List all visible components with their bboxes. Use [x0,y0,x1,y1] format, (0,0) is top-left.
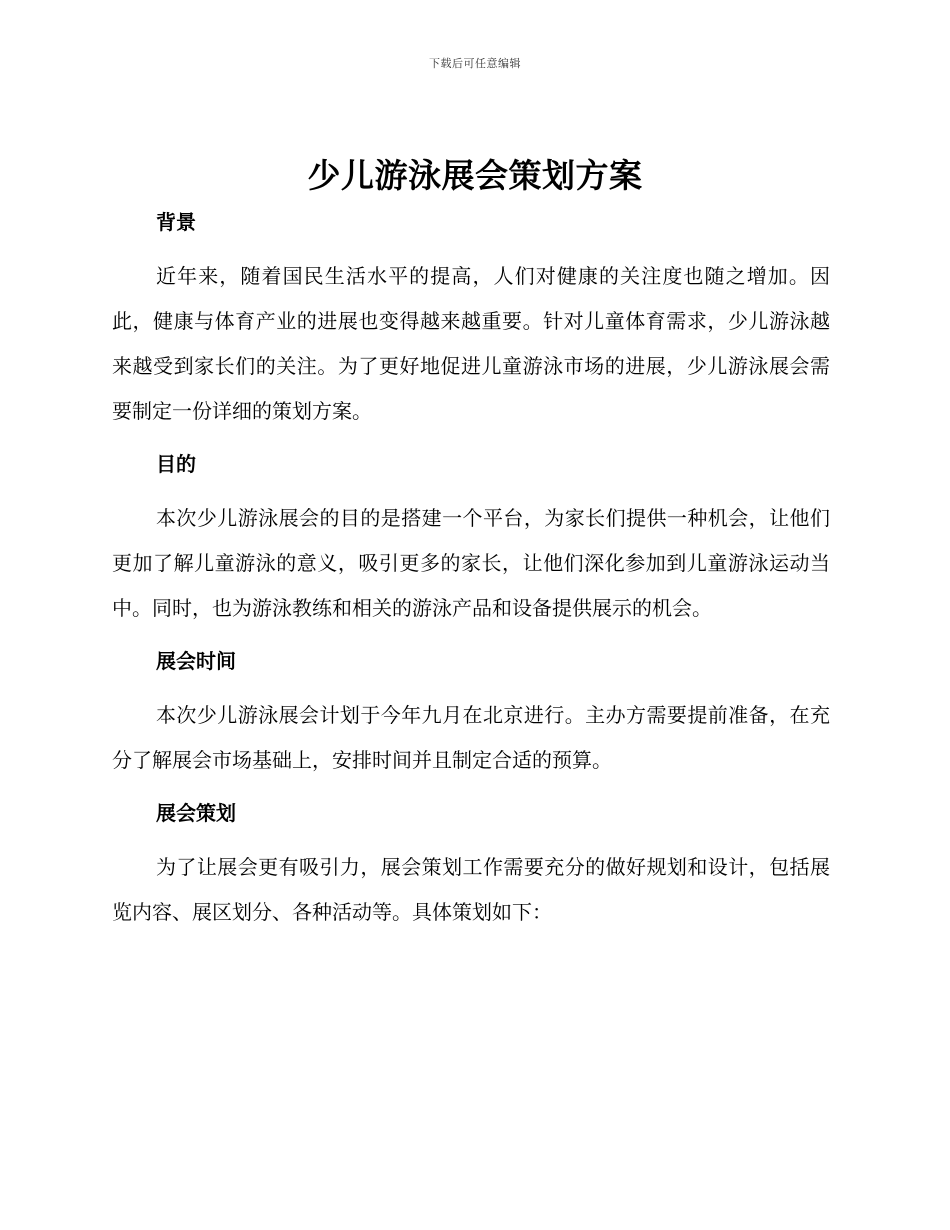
section-heading: 展会策划 [156,801,236,825]
section-paragraph: 近年来，随着国民生活水平的提高，人们对健康的关注度也随之增加。因此，健康与体育产业的进展也变得越来越重要。针对儿童体育需求，少儿游泳越来越受到家长们的关注。为了更好地促进儿童游泳市场的进展，少儿游泳展会需要制定一份详细的策划方案。 [112,264,830,423]
document-body [112,202,830,935]
section-exhibition-time [112,641,830,783]
section-heading: 背景 [156,210,196,234]
section-heading: 目的 [156,452,196,476]
section-exhibition-planning [112,793,830,935]
section-purpose [112,444,830,631]
section-paragraph: 本次少儿游泳展会计划于今年九月在北京进行。主办方需要提前准备，在充分了解展会市场基础上，安排时间并且制定合适的预算。 [112,703,830,772]
header-note: 下载后可任意编辑 [429,57,521,70]
section-paragraph: 为了让展会更有吸引力，展会策划工作需要充分的做好规划和设计，包括展览内容、展区划分、各种活动等。具体策划如下： [112,855,830,924]
section-heading: 展会时间 [156,649,236,673]
document-title: 少儿游泳展会策划方案 [307,156,643,195]
section-paragraph: 本次少儿游泳展会的目的是搭建一个平台，为家长们提供一种机会，让他们更加了解儿童游泳的意义，吸引更多的家长，让他们深化参加到儿童游泳运动当中。同时，也为游泳教练和相关的游泳产品和设备提供展示的机会。 [112,506,830,620]
section-background [112,202,830,434]
